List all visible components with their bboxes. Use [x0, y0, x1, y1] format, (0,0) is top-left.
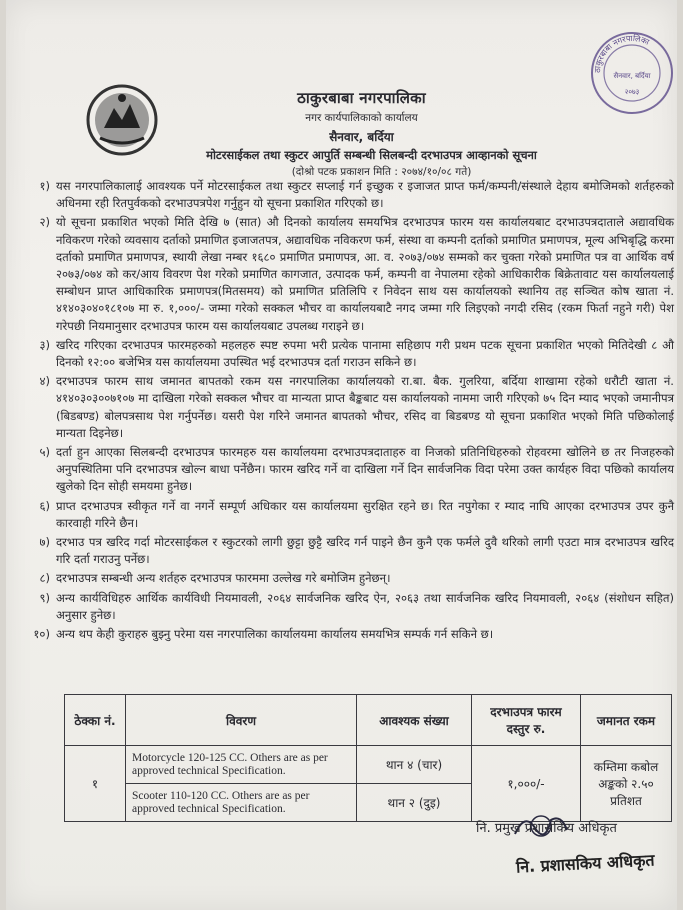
item-desc-scooter: Scooter 110-120 CC. Others are as per approved technical Specification.	[126, 784, 357, 822]
clause-7: ७) दरभाउ पत्र खरिद गर्दा मोटरसाईकल र स्कुटरको लागी छुट्टा छुट्टै खरिद गर्न पाइने छैन कुनै एक फर्मले दुवै थरिको लागी एउटा मात्र दरभाउपत्र खरिद गरि दर्ता गराउनु पर्नेछ।	[39, 535, 674, 567]
org-name: ठाकुरबाबा नगरपालिका	[297, 89, 426, 107]
notice-paper	[6, 0, 677, 910]
notice-header	[6, 88, 677, 179]
notice-title: मोटरसाईकल तथा स्कुटर आपुर्ति सम्बन्धी सिलबन्दी दरभाउपत्र आव्हानको सूचना	[206, 148, 537, 162]
clause-5: ५) दर्ता हुन आएका सिलबन्दी दरभाउपत्र फारमहरु यस कार्यालयमा दरभाउपत्रदाताहरु वा निजको प्रतिनिधिहरुको रोहवरमा खोलिने छ तर निजहरुको अनुपस्थितिमा पनि दरभाउपत्र खोल्न बाधा पर्नेछैन। फारम खरिद गर्ने वा दाखिला गर्ने दिन सार्वजनिक विदा परेमा उक्त कार्यहरु विदा पछिको कार्यालय खुलेको दिन सोही समयमा हुनेछ।	[39, 445, 674, 494]
table-header-row	[65, 695, 672, 746]
clause-8: ८) दरभाउपत्र सम्बन्धी अन्य शर्तहरु दरभाउपत्र फारममा उल्लेख गरे बमोजिम हुनेछन्।	[39, 571, 391, 586]
item-qty-motorcycle: थान ४ (चार)	[357, 746, 472, 784]
stamp-year: २०७३	[624, 88, 640, 96]
officer-designation: नि. प्रशासकिय अधिकृत	[515, 850, 655, 877]
office-place: सैनवार, बर्दिया	[329, 130, 394, 144]
item-qty-scooter: थान २ (दुइ)	[357, 784, 472, 822]
table-row	[65, 746, 672, 784]
publication-date: (दोश्रो पटक प्रकाशन मिति : २०७४/१०/०८ गते)	[291, 166, 472, 178]
clause-1: १) यस नगरपालिकालाई आवश्यक पर्ने मोटरसाईकल तथा स्कुटर सप्लाई गर्न इच्छुक र इजाजत प्राप्त फर्म/कम्पनी/संस्थाले देहाय बमोजिमको शर्तहरुको अधिनमा रही रितपुर्वकको दरभाउपत्रपेश गर्नुहुन यो सूचना प्रकाशित गरिएको छ।	[39, 179, 674, 211]
clause-4: ४) दरभाउपत्र फारम साथ जमानत बापतको रकम यस नगरपालिका कार्यालयको रा.बा. बैक. गुलरिया, बर्दिया शाखामा रहेको धरौटी खाता नं. ४१४०३०३००७१०७ मा दाखिला गरेको सक्कल भौचर वा मान्यता प्राप्त बैङ्कबाट यस कार्यालयको नाममा जारी गरिएको ७५ दिन म्याद भएको जमानीपत्र (बिडबण्ड) बोलपत्रसाथ पेश गर्नुपर्नेछ। यसरी पेश गरिने जमानत बापतको भौचर, रसिद वा बिडबण्ड यो सूचना प्रकाशित भएको मिति पछिकोलाई मान्यता दिइनेछ।	[39, 374, 674, 440]
clause-3: ३) खरिद गरिएका दरभाउपत्र फारमहरुको महलहरु स्पष्ट रुपमा भरी प्रत्येक पानामा सहिछाप गरी प्रथम पटक सूचना प्रकाशित भएको मितिदेखी ८ औ दिनको १२:०० बजेभित्र यस कार्यालयमा उपस्थित भई दरभाउपत्र दर्ता गराउन सकिने छ।	[39, 337, 674, 370]
svg-text:ठाकुरबाबा नगरपालिका	[593, 33, 651, 73]
stamp-center-text: सैनवार, बर्दिया	[613, 72, 651, 80]
col-form-fee: दरभाउपत्र फारम दस्तुर रु.	[472, 695, 581, 746]
clause-10: १०) अन्य थप केही कुराहरु बुझ्नु परेमा यस नगरपालिका कार्यालयमा कार्यालय समयभित्र सम्पर्क गर्न सकिने छ।	[33, 627, 494, 642]
clause-2: २) यो सूचना प्रकाशित भएको मिति देखि ७ (सात) औ दिनको कार्यालय समयभित्र दरभाउपत्र फारम यस कार्यालयबाट दरभाउपत्रदाताले अद्यावधिक नविकरण गरेको व्यवसाय दर्ताको प्रमाणित इजाजतपत्र, अद्यावधिक नविकरण फर्म, संस्था वा कम्पनी दर्ताको प्रमाणित प्रमाणपत्र, मूल्य अभिबृद्धि करमा दर्ताको प्रमाणित प्रमाणपत्र, स्थायी लेखा नम्बर १६८० प्रमाणित प्रमाणपत्र, आ. व. २०७३/०७४ सम्मको कर चुक्ता गरेको प्रमाणित पत्र वा आर्थिक वर्ष २०७३/०७४ को कर/आय विवरण पेश गरेको प्रमाणित कागजात, उत्पादक फर्म, कम्पनी वा नेपालमा रहेको आधिकारीक बिक्रेतावाट यस कार्यालयलाई सम्बोधन प्राप्त आधिकारिक प्रमाणपत्र(मितसमय) को प्रमाणित प्रतिलिपि र निवेदन साथ यस कार्यालयको स्थानिय तह सञ्चित कोष खाता नं. ४१४०३०४०१८१०७ मा रु. १,०००/- जम्मा गरेको सक्कल भौचर वा कार्यालयबाटै नगद जम्मा गरि लिइएको नगदी रसिद (रकम फिर्ता नहुने गरी) पेश गरेपछी नियमानुसार दरभाउपत्र फारम यस कार्यालयबाट उपलब्ध गराइने छ।	[39, 215, 674, 333]
row-number: १	[65, 746, 126, 822]
form-fee: १,०००/-	[472, 746, 581, 822]
item-desc-motorcycle: Motorcycle 120-125 CC. Others are as per approved technical Specification.	[126, 746, 357, 784]
col-deposit: जमानत रकम	[581, 695, 672, 746]
col-quantity: आवश्यक संख्या	[357, 695, 472, 746]
notice-clauses	[20, 178, 674, 645]
office-name: नगर कार्यपालिकाको कार्यालय	[305, 112, 418, 124]
signatory-title: नि. प्रमुख प्रशासकिय अधिकृत	[476, 821, 617, 836]
clause-6: ६) प्राप्त दरभाउपत्र स्वीकृत गर्ने वा नगर्ने सम्पूर्ण अधिकार यस कार्यालयमा सुरक्षित रहने छ। रित नपुगेका र म्याद नाघि आएका दरभाउपत्र उपर कुनै कारवाही गरिने छैन।	[39, 498, 674, 530]
col-contract-no: ठेक्का नं.	[65, 695, 126, 746]
contract-table	[64, 694, 672, 822]
deposit-amount: कम्तिमा कबोल अङ्कको २.५० प्रतिशत	[581, 746, 672, 822]
clause-9: ९) अन्य कार्यविधिहरु आर्थिक कार्यविधी नियमावली, २०६४ सार्वजनिक खरिद ऐन, २०६३ तथा सार्वजनिक खरिद नियमावली, २०६४ (संशोधन सहित) अनुसार हुनेछ।	[39, 590, 674, 622]
stamp-ring-text: ठाकुरबाबा नगरपालिका	[592, 33, 651, 74]
col-description: विवरण	[126, 695, 357, 746]
